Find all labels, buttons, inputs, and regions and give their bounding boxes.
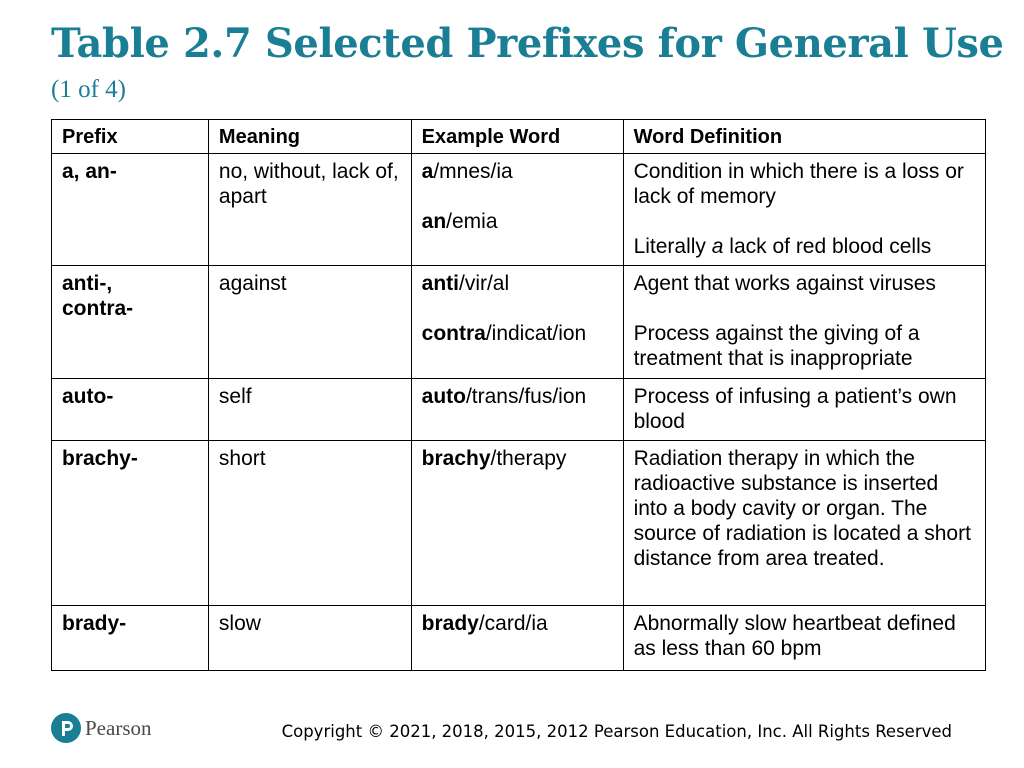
definition-cell <box>623 379 985 441</box>
definition-cell <box>623 266 985 379</box>
copyright-notice: Copyright © 2021, 2018, 2015, 2012 Pearson Education, Inc. All Rights Reserved <box>281 722 952 741</box>
example-rest: /trans/fus/ion <box>465 385 587 408</box>
example-prefix: brady <box>421 612 479 635</box>
table-row <box>52 154 986 266</box>
example-rest: /vir/al <box>458 272 510 295</box>
prefix-cell: auto- <box>52 379 209 441</box>
page-subtitle: (1 of 4) <box>51 76 126 103</box>
definition-text: Abnormally slow heartbeat defined as less than 60 bpm <box>633 612 956 660</box>
meaning-cell: short <box>208 441 411 606</box>
example-word-cell <box>411 379 623 441</box>
example-word <box>422 321 613 346</box>
column-header-example-word: Example Word <box>411 120 623 154</box>
example-rest: /mnes/ia <box>433 160 513 183</box>
table-row <box>52 266 986 379</box>
meaning-cell: self <box>208 379 411 441</box>
column-header-prefix: Prefix <box>52 120 209 154</box>
example-word <box>422 159 613 184</box>
column-header-word-definition: Word Definition <box>623 120 985 154</box>
definition-cell <box>623 154 985 266</box>
example-word-cell <box>411 441 623 606</box>
table-row <box>52 379 986 441</box>
meaning-cell: against <box>208 266 411 379</box>
definition-cell <box>623 441 985 606</box>
example-word <box>422 611 613 636</box>
definition-text: Condition in which there is a loss or lack of memory <box>633 160 964 208</box>
example-word-cell <box>411 266 623 379</box>
example-word-cell <box>411 606 623 671</box>
pearson-p-icon <box>51 713 81 743</box>
definition-text: Literally a lack of red blood cells <box>633 235 932 258</box>
example-word <box>422 271 613 296</box>
example-rest: /card/ia <box>478 612 548 635</box>
prefix-cell: brady- <box>52 606 209 671</box>
example-prefix: auto <box>421 385 466 408</box>
definition-text: Process of infusing a patient’s own blood <box>633 385 957 433</box>
meaning-cell: slow <box>208 606 411 671</box>
example-rest: /indicat/ion <box>485 322 587 345</box>
example-prefix: brachy <box>421 447 491 470</box>
prefix-cell: a, an- <box>52 154 209 266</box>
page-title: Table 2.7 Selected Prefixes for General Use <box>51 20 1004 67</box>
definition-text: Process against the giving of a treatment that is inappropriate <box>633 322 920 370</box>
pearson-logo <box>51 713 152 743</box>
example-rest: /therapy <box>490 447 567 470</box>
example-word-cell <box>411 154 623 266</box>
example-prefix: a <box>421 160 434 183</box>
example-prefix: contra <box>421 322 486 345</box>
prefix-cell: brachy- <box>52 441 209 606</box>
example-word <box>422 384 613 409</box>
table-header-row <box>52 120 986 154</box>
example-prefix: anti <box>421 272 459 295</box>
pearson-logo-text: Pearson <box>85 715 152 740</box>
prefix-table <box>51 119 986 671</box>
example-word <box>422 209 613 234</box>
definition-text: Radiation therapy in which the radioactive substance is inserted into a body cavity or organ. The source of radiation is located a short distance from area treated. <box>633 447 971 570</box>
definition-text: Agent that works against viruses <box>633 272 936 295</box>
table-row <box>52 441 986 606</box>
prefix-cell: anti-, contra- <box>52 266 209 379</box>
meaning-cell: no, without, lack of, apart <box>208 154 411 266</box>
example-prefix: an <box>421 210 447 233</box>
example-word <box>422 446 613 471</box>
definition-cell <box>623 606 985 671</box>
example-rest: /emia <box>446 210 498 233</box>
column-header-meaning: Meaning <box>208 120 411 154</box>
table-row <box>52 606 986 671</box>
